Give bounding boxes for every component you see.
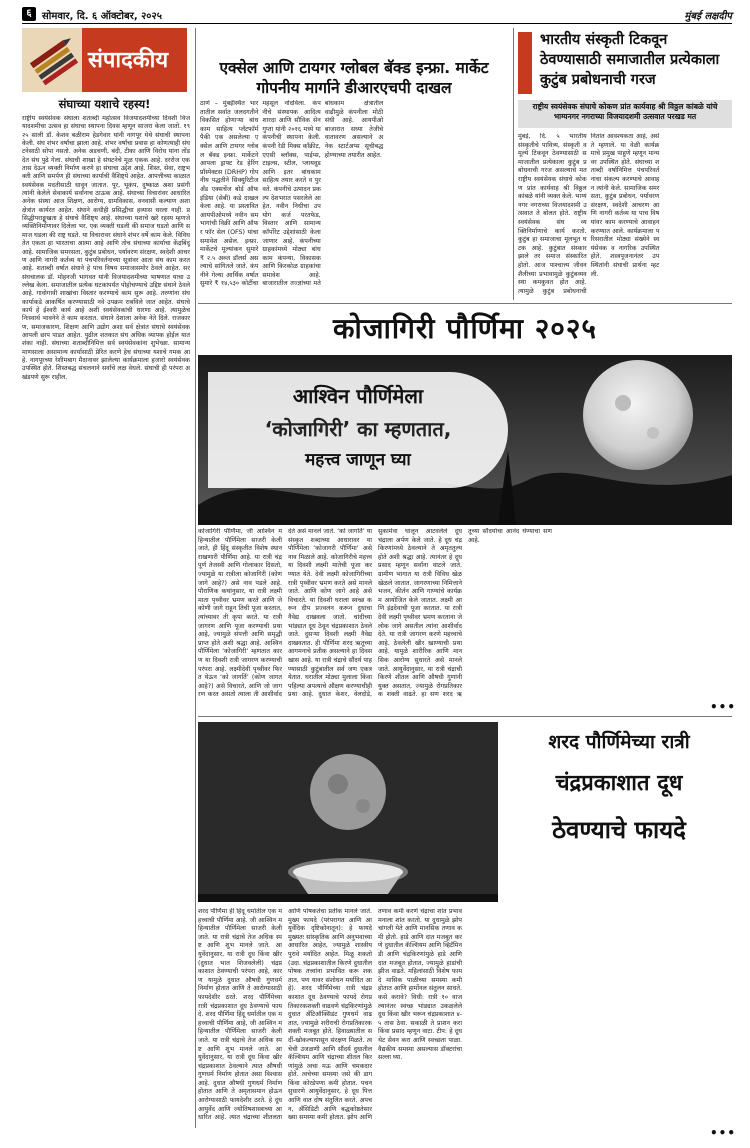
paper-name: मुंबई लक्षदीप xyxy=(684,11,732,22)
editorial-headline: संघाच्या यशाचे रहस्य! xyxy=(58,97,151,111)
excel-columns xyxy=(200,100,508,297)
pen-illustration xyxy=(22,28,82,92)
kojagiri-headline: कोजागिरी पौर्णिमा २०२५ xyxy=(333,312,597,345)
sharad-headline-line3: ठेवण्याचे फायदे xyxy=(552,816,686,844)
page-header xyxy=(22,6,732,24)
sharad-headline xyxy=(503,722,735,854)
kojagiri-overlay xyxy=(208,372,508,488)
overlay-line2: ‘कोजागिरी’ का म्हणतात, xyxy=(264,417,452,441)
more-indicator-2: ••• xyxy=(710,1126,737,1140)
editorial-banner-title: संपादकीय xyxy=(88,48,169,73)
excel-text: ठाणे – मुंबईस्थित भारतातील सर्वात जलदगतीने विकसित होणाऱ्या बांधकाम साहित्य प्लॅटफॉर्मपैकी एक असलेल्या एक्सेल आणि टायगर ग्लोबल बॅक्ड इन्फ्रा. मार्केटने आपला ड्राफ्ट रेड हेरिंग प्रॉस्पेक्टस (DRHP) गोपनीय पद्धतीने सिक्युरिटीज अँड एक्सचेंज बोर्ड ऑफ इंडिया (सेबी) कडे दाखल केला आहे. या प्रस्तावित आयपीओमध्ये नवीन समभागांची विक्री आणि ऑफर फॉर सेल (OFS) यांचा समावेश असेल. इन्फ्रा. मार्केटचे मूल्यांकन सुमारे ₹ २.५ अब्ज डॉलर्स असल्याचे सांगितले जाते. कंपनीने गेल्या आर्थिक वर्षात सुमारे ₹ १४,५३० कोटींचा महसूल नोंदविला. कंपनीचे संस्थापक आदित्य शारदा आणि सौविक सेनगुप्ता यांनी २०१६ मध्ये या कंपनीची स्थापना केली. कंपनी रेडी मिक्स काँक्रीट, एएसी ब्लॉक्स, पाईप्स, टाइल्स, स्टील, प्लायवूड आणि इतर बांधकाम साहित्य तयार करते व पुरवते. कंपनीचे उत्पादन प्रकल्प देशभरात पसरलेले आहेत. नवीन निधीचा उपयोग कर्ज परतफेड, विस्तार आणि सामान्य कॉर्पोरेट उद्देशांसाठी केला जाणार आहे. कंपनीच्या ग्राहकांमध्ये मोठ्या बांधकाम कंपन्या, विकासक आणि किरकोळ ग्राहकांचा समावेश आहे. बाजारातील तज्ज्ञांच्या मते बांधकाम क्षेत्रातील वाढीमुळे कंपनीला मोठी संधी आहे. आयपीओ बाजारात सध्या तेजीचे वातावरण असल्याने अनेक स्टार्टअप्स सूचीबद्ध होण्याच्या तयारीत आहेत. xyxy=(200,100,384,288)
sharad-text: शरद पौर्णिमा ही हिंदू धर्मातील एक महत्त्वाची पौर्णिमा आहे. जी आश्विन महिन्यातील पौर्णिमेला साजरी केली जाते. या रात्री चंद्राचे तेज अधिक स्पष्ट आणि शुभ मानले जाते. आयुर्वेदानुसार, या रात्री दूध किंवा खीर (दुधात भात शिजवलेली) चंद्रप्रकाशात ठेवण्याची परंपरा आहे, कारण यामुळे दुधात औषधी गुणधर्म निर्माण होतात आणि ते आरोग्यासाठी फायदेशीर ठरते. शरद पौर्णिमेच्या रात्री चंद्रप्रकाशात दूध ठेवण्याचे फायदे. शरद पौर्णिमा हिंदू धर्मातील एक महत्त्वाची पौर्णिमा आहे, जी आश्विन महिन्यातील पौर्णिमेला साजरी केली जाते. या रात्री चंद्राचे तेज अधिक स्पष्ट आणि शुभ मानले जाते. आयुर्वेदानुसार, या रात्री दूध किंवा खीर चंद्रप्रकाशात ठेवल्याने त्यात औषधी गुणधर्म निर्माण होतात असा विश्वास आहे. दुधात औषधी गुणधर्म निर्माण होतात आणि ते अमृतासमान होऊन आरोग्यासाठी फायदेशीर ठरते. हे दूध आयुर्वेद आणि ज्योतिषशास्त्राच्या आधारित आहे. त्यात चंद्राच्या शीतलता आणि पोषकतेचा प्रतीक मानले जाते. मुख्य फायदे (परंपरागत आणि आयुर्वेदिक दृष्टिकोनातून): हे फायदे मुख्यतः सांस्कृतिक आणि अनुभवाच्या आधारित आहेत, ज्यामुळे शास्त्रीय पुरावे मर्यादित आहेत. मिळू शकतो (उदा. चंद्रप्रकाशातील किरणे दुधातील पोषक तत्त्वांना प्रभावित करू शकतात, पण यावर संशोधन मर्यादित आहे). शरद पौर्णिमेच्या रात्री चंद्रप्रकाशात दूध ठेवण्याचे फायदे रोगप्रतिकारकशक्ती वाढवणे चंद्रकिरणांमुळे दुधात ॲंटिऑक्सिडंट गुणधर्म वाढतात, ज्यामुळे शरीराची रोगप्रतिकारकशक्ती मजबूत होते. हिवाळ्यातील सर्दी-खोकल्यापासून संरक्षण मिळते. त्वचेची उजळणी आणि सौंदर्य दुधातील कॅल्शियम आणि चंद्राच्या शीतल किरणांमुळे त्वचा मऊ आणि चमकदार होते. त्वचेच्या समस्या जसे की डाग किंवा कोरडेपणा कमी होतात. पचन सुधारणे आयुर्वेदानुसार, हे दूध पित्त आणि वात दोष संतुलित करते. अपचन, ॲसिडिटी आणि बद्धकोष्ठतेसारख्या समस्या कमी होतात. झोप आणि तणाव कमी करणे चंद्राचा शांत प्रभाव मनाला शांत करतो. या दुधामुळे झोप चांगली येते आणि मानसिक तणाव कमी होतो. हाडे आणि दात मजबूत करणे दुधातील कॅल्शियम आणि व्हिटॅमिन डी आणि चंद्रकिरणांमुळे हाडे आणि दात मजबूत होतात, ज्यामुळे हाडांची झीज वाढते. महिलांसाठी विशेष फायदे मासिक पाळीच्या समस्या कमी होतात आणि हार्मोनल संतुलन साधते. कसे करावे? विधी: रात्री १० वाजल्यानंतर स्वच्छ भांड्यात उकळलेले दूध किंवा खीर भरून चंद्रप्रकाशात ४-५ तास ठेवा. सकाळी ते प्राशन करा किंवा प्रसाद म्हणून वाटा. टीप: हे दूध थेट सेवन करा आणि स्वच्छता पाळा. वैद्यकीय समस्या असल्यास डॉक्टरांचा सल्ला घ्या. xyxy=(198,908,462,1122)
page-number: ६ xyxy=(22,7,36,21)
kojagiri-text: कोजागिरी पौर्णिमा, जी आश्विन महिन्यातील पौर्णिमेला साजरी केली जाते, ही हिंदू संस्कृतीत विशेष स्थान राखणारी पौर्णिमा आहे. या रात्री चंद्र पूर्ण तेजस्वी आणि गोलाकार दिसतो, ज्यामुळे या रात्रीला कोजागिरी (कोण जागे आहे?) असे नाव पडले आहे. पौराणिक कथांनुसार, या रात्री लक्ष्मी माता पृथ्वीवर भ्रमण करते आणि जे कोणी जागे राहून तिची पूजा करतात, त्यांच्यावर ती कृपा करते. या रात्री जागरण आणि पूजा करण्याची प्रथा आहे, ज्यामुळे संपत्ती आणि समृद्धी प्राप्त होते अशी श्रद्धा आहे. आश्विन पौर्णिमेला ‘कोजागिरी’ म्हणतात कारण या दिवशी रात्री जागरण करण्याची परंपरा आहे. लक्ष्मीदेवी पृथ्वीवर फिरत येऊन ‘को जागर्ति’ (कोण जागत आहे?) असे विचारते, आणि जो जागरण करत असतो त्याला ती आशीर्वाद देते असे मानले जाते. ‘को जागर्ति’ या संस्कृत शब्दाच्या आधारावर या पौर्णिमेला ‘कोजागरी पौर्णिमा’ असे नाव मिळाले आहे. कोजागिरीचे महत्त्व या दिवशी लक्ष्मी मातेची पूजा करण्यात येते. देवी लक्ष्मी कोजागिरीच्या रात्री पृथ्वीवर भ्रमण करते असे मानले जाते. आणि कोण जागे आहे असे विचारते. या दिवशी घराला स्वच्छ करून दीप प्रज्वलन करून दुधाचा नैवेद्य दाखवला जातो. चांदीच्या भांड्यात दूध ठेवून चंद्रप्रकाशात ठेवले जाते. दुसऱ्या दिवशी लक्ष्मी नैवेद्य दाखवतात. ही पौर्णिमा शरद ऋतूच्या आगमनाचे प्रतीक असल्याने हा दिवस खास आहे. या रात्री चंद्राचे सौंदर्य पाहण्यासाठी कुटुंबातील सर्व जण एकत्र येतात. घरातील मोठ्या मुलाला किंवा पहिल्या अपत्याचे औक्षण करण्याचीही प्रथा आहे. दुधात केशर, वेलदोडे, सुकामेवा घालून आटवलेले दूध चंद्राला अर्पण केले जाते. हे दूध चंद्रकिरणांमध्ये ठेवल्याने ते अमृततुल्य होते अशी श्रद्धा आहे. त्यानंतर हे दूध प्रसाद म्हणून सर्वांना वाटले जाते. ग्रामीण भागात या रात्री विविध खेळ खेळले जातात. जागरणाच्या निमित्ताने भजन, कीर्तन आणि गाण्यांचे कार्यक्रम आयोजित केले जातात. लक्ष्मी आणि इंद्रदेवाची पूजा करतात. या रात्री देवी लक्ष्मी पृथ्वीवर भ्रमण करताना जे लोक जागे असतील त्यांना आशीर्वाद देते. या रात्री जागरण करणे महत्त्वाचे आहे. ठेवलेली खीर खाण्याची प्रथा आहे. यामुळे शारीरिक आणि मानसिक आरोग्य सुधारते असे मानले जाते. आयुर्वेदानुसार, या रात्री चंद्राची किरणे शीतल आणि औषधी गुणांनी युक्त असतात, ज्यामुळे रोगप्रतिकारक शक्ती वाढते. हा सण शरद ऋतूच्या सौंदर्याचा आनंद घेण्याचा सण आहे. xyxy=(198,528,552,699)
sharad-headline-line2: चंद्रप्रकाशात दूध xyxy=(555,771,683,796)
excel-headline: एक्सेल आणि टायगर ग्लोबल बॅक्ड इन्फ्रा. मार्केट गोपनीय मार्गाने डीआरएचपी दाखल xyxy=(219,59,489,97)
editorial-text: राष्ट्रीय स्वयंसेवक संघाला शताब्दी महोत्सव विजयादशमीच्या दिवशी विजयादशमीचा उत्सव हा संघाचा स्थापना दिवस म्हणून साजरा केला जातो. १९२५ साली डॉ. केशव बळीराम हेडगेवार यांनी नागपूर येथे संघाची स्थापना केली. संघ शंभर वर्षांचा झाला आहे. शंभर वर्षांचा प्रवास हा कोणत्याही संघटनेसाठी सोपा नसतो. अनेक अडचणी, बंदी, टीका आणि विरोध यांना तोंड देत संघ पुढे गेला. संघाची शाखा हे संघटनेचे मूळ एकक आहे. दररोज एक तास देऊन व्यक्ती निर्माण करणे हा संघाचा उद्देश आहे. शिस्त, सेवा, राष्ट्रभक्ती आणि समर्पण ही संघाच्या कार्याची वैशिष्ट्ये आहेत. आपत्तीच्या काळात स्वयंसेवक मदतीसाठी धावून जातात. पूर, भूकंप, दुष्काळ अशा प्रसंगी त्यांनी केलेले सेवाकार्य सर्वांनाच ठाऊक आहे. संघाच्या विचारांवर आधारित अनेक संस्था आज शिक्षण, आरोग्य, ग्रामविकास, वनवासी कल्याण अशा क्षेत्रांत कार्यरत आहेत. संघाने कधीही प्रसिद्धीचा हव्यास धरला नाही. प्रसिद्धीपराङ्मुखता हे संघाचे वैशिष्ट्य आहे. संघाच्या यशाचे खरे रहस्य म्हणजे व्यक्तिनिर्माणावर दिलेला भर. एक व्यक्ती घडली की समाज घडतो आणि समाज घडला की राष्ट्र घडते. या विचारावर संघाने शंभर वर्षे काम केले. विविधतेत एकता हा भारताचा आत्मा आहे आणि तोच संघाच्या कार्याचा केंद्रबिंदू आहे. सामाजिक समरसता, कुटुंब प्रबोधन, पर्यावरण संरक्षण, स्वदेशी आचरण आणि नागरी कर्तव्य या पंचपरिवर्तनाच्या सूत्रांवर आता संघ काम करत आहे. शताब्दी वर्षात संघाने हे पाच विषय समाजासमोर ठेवले आहेत. सरसंघचालक डॉ. मोहनजी भागवत यांनी विजयादशमीच्या भाषणात याचा उल्लेख केला. समाजातील प्रत्येक घटकापर्यंत पोहोचण्याचे उद्दिष्ट संघाने ठेवले आहे. गावोगावी शाखांचा विस्तार करण्याचे काम सुरू आहे. तरुणांना संघकार्याकडे आकर्षित करण्यासाठी नवे उपक्रम राबविले जात आहेत. संघाचे कार्य हे ईश्वरी कार्य आहे अशी स्वयंसेवकांची धारणा आहे. त्यामुळेच निःस्वार्थ भावनेने ते काम करतात. संघाने देशाला अनेक नेते दिले. राजकारण, समाजकारण, शिक्षण आणि उद्योग अशा सर्व क्षेत्रांत संघाचे स्वयंसेवक आपली छाप पाडत आहेत. पुढील शतकात संघ अधिक व्यापक होईल यात शंका नाही. संघाच्या शताब्दीनिमित्त सर्व स्वयंसेवकांना शुभेच्छा. सामान्य माणसाला असामान्य कार्यासाठी प्रेरित करणे हेच संघाच्या यशाचे गमक आहे. नागपूरच्या रेशीमबाग मैदानावर झालेल्या कार्यक्रमाला हजारो स्वयंसेवक उपस्थित होते. शिस्तबद्ध संचलनाने सर्वांचे लक्ष वेधले. संघाची ही परंपरा अखंडपणे सुरू राहील. xyxy=(22,115,190,381)
bharatiya-headline: भारतीय संस्कृती टिकवून ठेवण्यासाठी समाजातील प्रत्येकाला कुटुंब प्रबोधनाची गरज xyxy=(540,32,720,88)
overlay-line1: आश्विन पौर्णिमेला xyxy=(292,384,424,408)
headline-accent-bar xyxy=(518,32,532,94)
issue-date: सोमवार, दि. ६ ऑक्टोबर, २०२५ xyxy=(42,11,162,22)
bharatiya-text: मुंबई, दि. ५ भारतीय संस्कृतीचे पावित्र्य, संस्कृती व मूल्ये टिकवून ठेवण्यासाठी समाजातील प्रत्येकाला कुटुंब प्रबोधनाची गरज असल्याचे मत राष्ट्रीय स्वयंसेवक संघाचे कोकण प्रांत कार्यवाह श्री विठ्ठल कांबळे यांनी व्यक्त केले. भाग्यनगर नगराच्या विजयादशमी उत्सवात ते बोलत होते. राष्ट्रीय स्वयंसेवक संघ व्यक्तिनिर्माणाचे कार्य करतो. कुटुंब हा समाजाचा मूलभूत घटक आहे. कुटुंबात संस्कार झाले तर समाज संस्कारित होतो. आज पाश्चात्त्य जीवनशैलीच्या प्रभावामुळे कुटुंबव्यवस्था कमकुवत होत आहे. त्यामुळे कुटुंब प्रबोधनाची नितांत आवश्यकता आहे, असे ते म्हणाले. या वेळी कार्यक्रमाचे प्रमुख पाहुणे म्हणून मान्यवर उपस्थित होते. संघाच्या शताब्दी वर्षानिमित्त पंचपरिवर्तनाचा संकल्प करण्याचे आवाहन त्यांनी केले. सामाजिक समरसता, कुटुंब प्रबोधन, पर्यावरण संरक्षण, स्वदेशी आचरण आणि नागरी कर्तव्य या पाच विषयांवर काम करण्याचे आवाहन करण्यात आले. कार्यक्रमाला परिसरातील मोठ्या संख्येने स्वयंसेवक व नागरिक उपस्थित होते. शस्त्रपूजनानंतर उपस्थितांनी संघाची प्रार्थना म्हटली. xyxy=(518,133,660,295)
more-indicator: ••• xyxy=(710,700,737,714)
sharad-moon-image xyxy=(198,722,498,902)
bharatiya-subhead: राष्ट्रीय स्वयंसेवक संघाचे कोकण प्रांत कार्यवाह श्री विठ्ठल कांबळे यांचे भाग्यनगर नगराच्या विजयादशमी उत्सवात परखड मत xyxy=(518,100,732,128)
editorial-banner xyxy=(22,28,187,92)
overlay-line3: महत्त्व जाणून घ्या xyxy=(305,450,411,470)
sharad-headline-line1: शरद पौर्णिमेच्या रात्री xyxy=(548,731,690,753)
